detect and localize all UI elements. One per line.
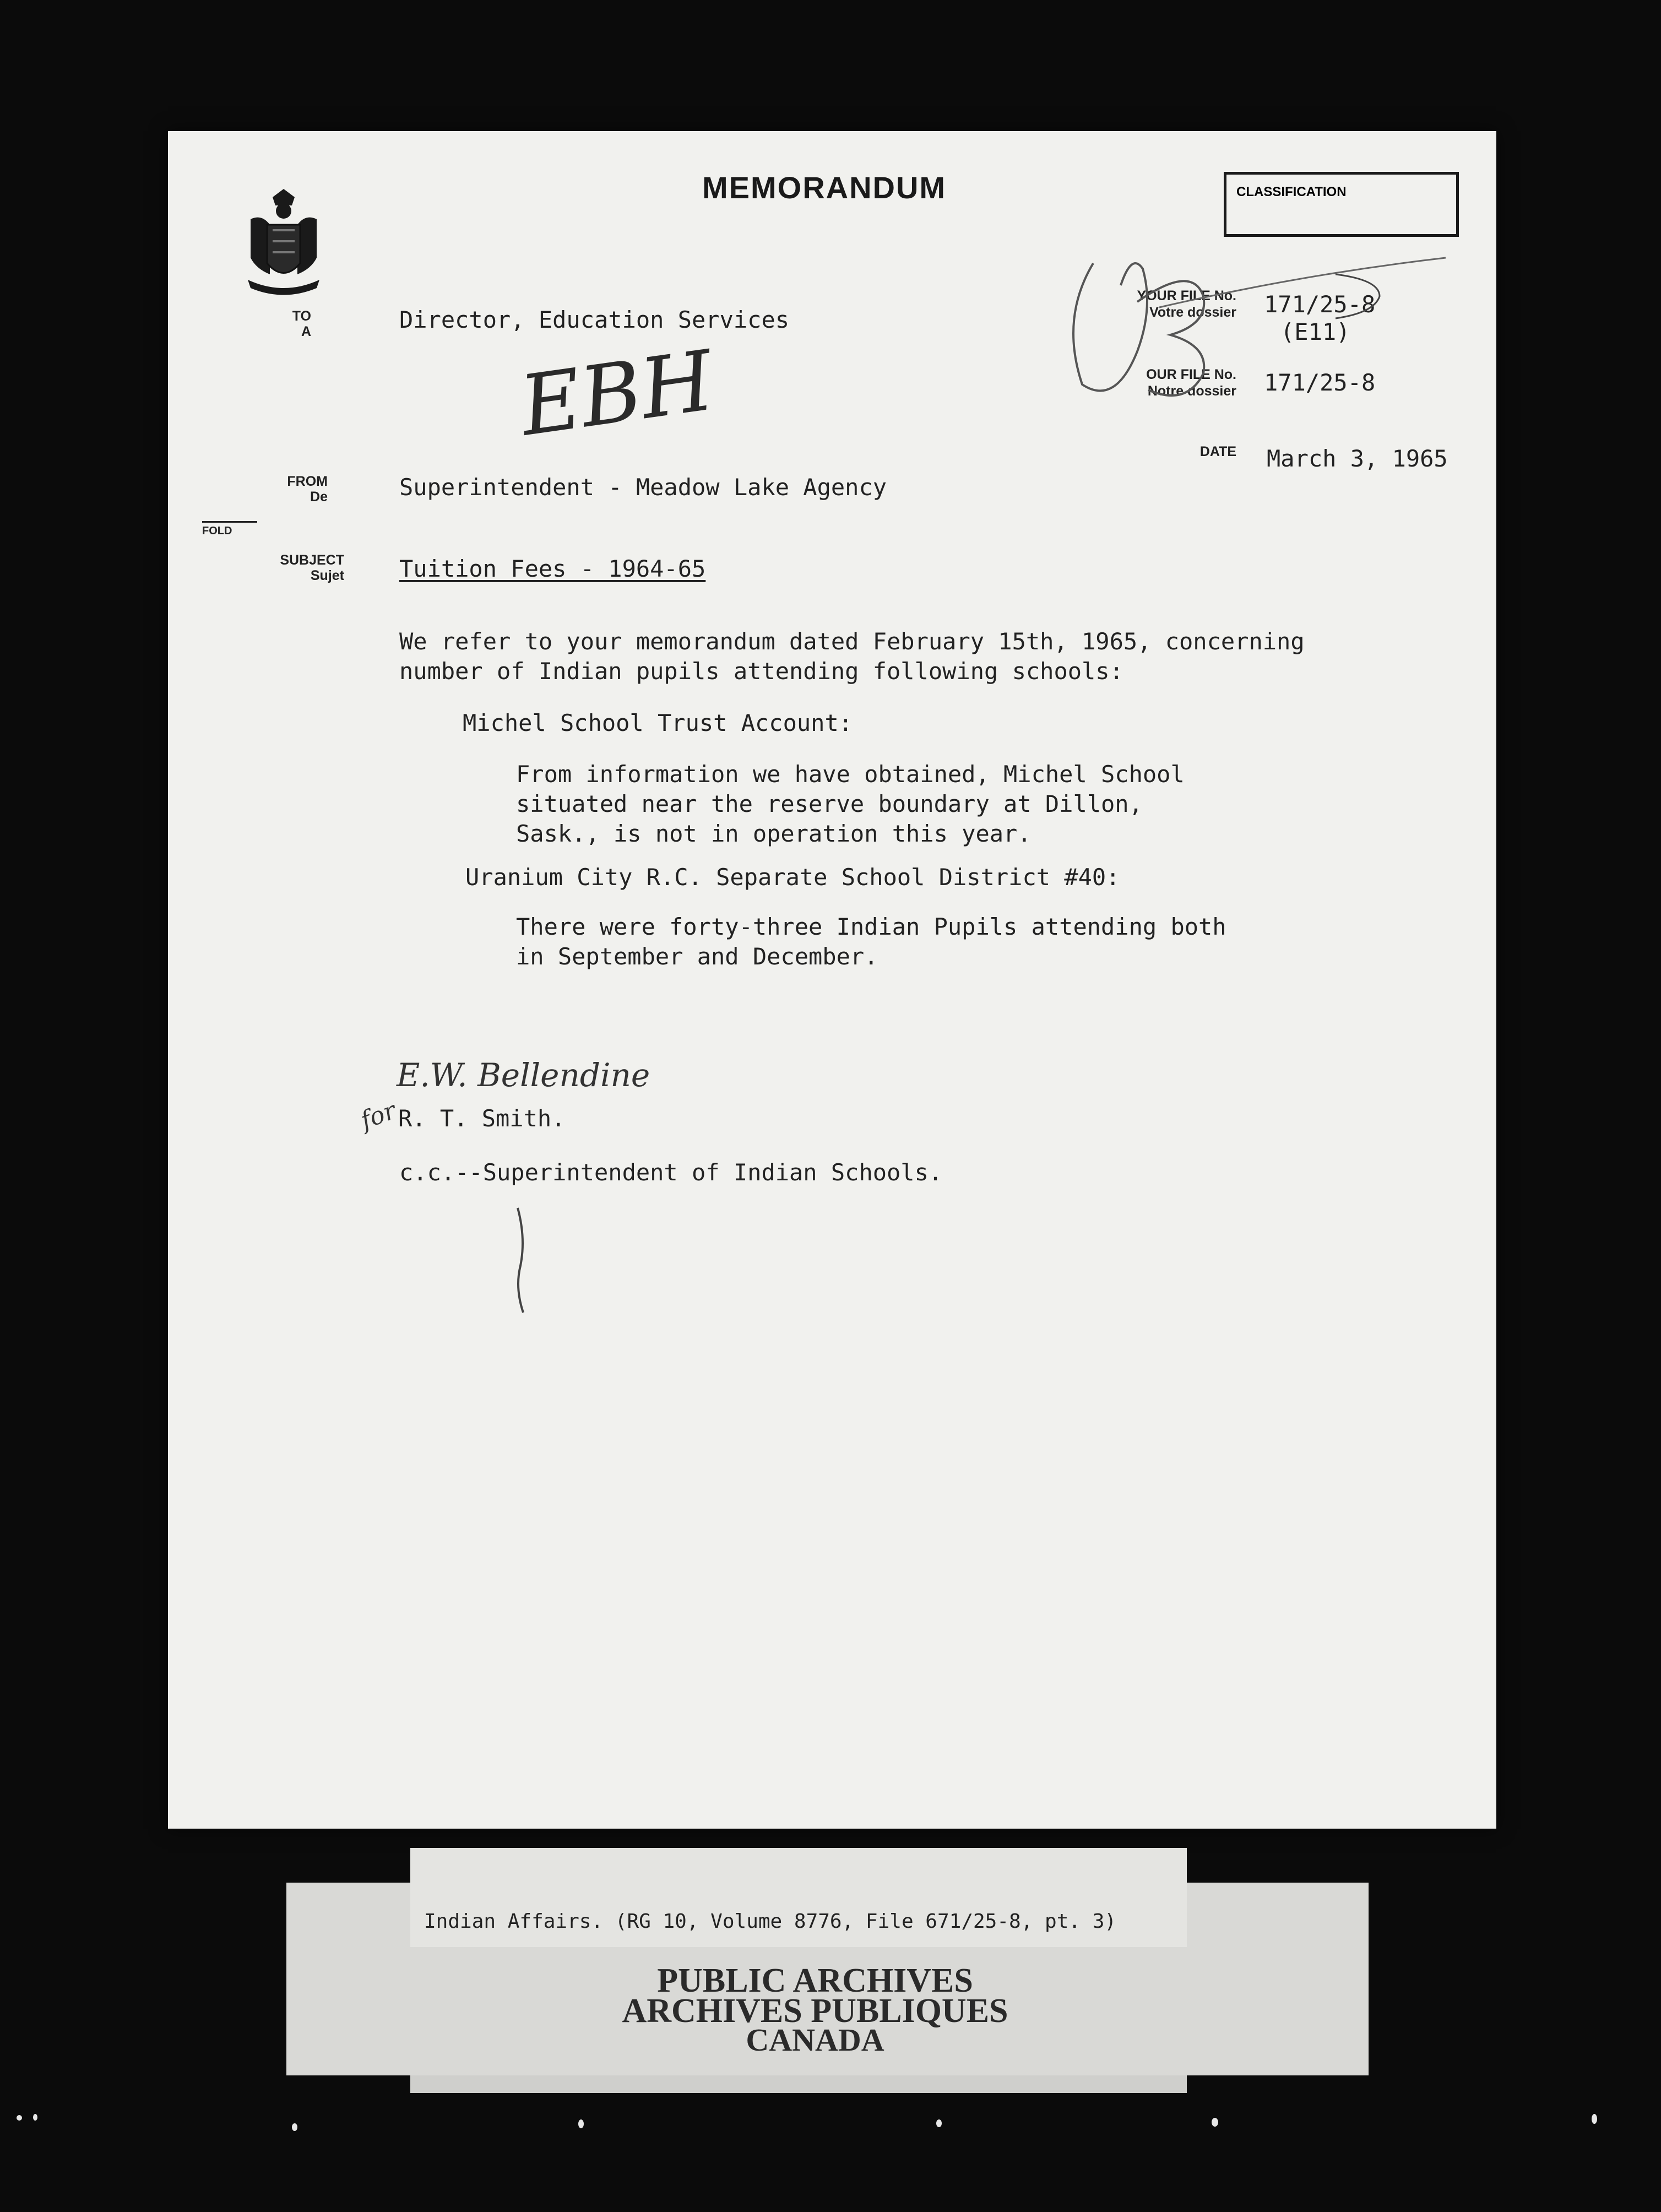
to-value: Director, Education Services <box>399 306 790 333</box>
school2-line2: in September and December. <box>516 943 878 970</box>
film-speck <box>292 2123 297 2131</box>
cc-line: c.c.--Superintendent of Indian Schools. <box>399 1159 943 1186</box>
your-file-number: 171/25-8 <box>1264 291 1376 318</box>
handwritten-initials: EBH <box>514 333 719 455</box>
your-file-label: YOUR FILE No. <box>1137 288 1236 303</box>
fold-line <box>202 521 257 523</box>
school2-line1: There were forty-three Indian Pupils attending both <box>516 913 1226 940</box>
film-speck <box>1212 2118 1218 2127</box>
coat-of-arms-icon <box>240 186 328 296</box>
school1-heading: Michel School Trust Account: <box>463 709 853 736</box>
from-value: Superintendent - Meadow Lake Agency <box>399 474 887 501</box>
archive-stamp-line3: CANADA <box>746 2022 884 2058</box>
memorandum-page <box>168 131 1496 1829</box>
date-label: DATE <box>1199 444 1236 459</box>
handwritten-scribble-icon <box>1027 241 1468 418</box>
handwritten-for: for <box>357 1096 400 1135</box>
classification-box <box>1224 172 1459 237</box>
pen-mark-icon <box>509 1205 531 1315</box>
body-intro-line2: number of Indian pupils attending following schools: <box>399 658 1123 685</box>
subject-label-fr: Sujet <box>310 568 344 583</box>
film-speck <box>936 2119 942 2127</box>
our-file-number: 171/25-8 <box>1264 369 1376 396</box>
body-intro-line1: We refer to your memorandum dated February 15th, 1965, concerning <box>399 628 1305 655</box>
archive-label-bottom <box>410 2075 1187 2093</box>
from-label: FROM <box>287 474 328 489</box>
to-label: TO <box>292 308 311 324</box>
film-speck <box>33 2114 37 2121</box>
film-speck <box>1592 2114 1597 2124</box>
our-file-label: OUR FILE No. <box>1146 367 1236 382</box>
subject-label: SUBJECT <box>280 552 344 568</box>
from-label-fr: De <box>310 489 328 505</box>
archive-stamp-line1: PUBLIC ARCHIVES <box>657 1962 973 1999</box>
signatory: R. T. Smith. <box>398 1105 566 1132</box>
school1-line2: situated near the reserve boundary at Dillon, <box>516 790 1143 817</box>
memo-date: March 3, 1965 <box>1267 445 1448 472</box>
film-speck <box>17 2115 22 2121</box>
memo-title: MEMORANDUM <box>702 170 947 205</box>
classification-label: CLASSIFICATION <box>1236 185 1347 199</box>
handwritten-signature: E.W. Bellendine <box>397 1056 650 1094</box>
school2-heading: Uranium City R.C. Separate School District #40: <box>465 864 1120 891</box>
to-label-fr: A <box>301 324 311 339</box>
school1-line1: From information we have obtained, Michel School <box>516 761 1185 788</box>
your-file-note: (E11) <box>1280 318 1350 345</box>
archive-reference: Indian Affairs. (RG 10, Volume 8776, File 671/25-8, pt. 3) <box>424 1910 1117 1933</box>
school1-line3: Sask., is not in operation this year. <box>516 820 1032 847</box>
subject-value: Tuition Fees - 1964-65 <box>399 555 706 582</box>
your-file-label-fr: Votre dossier <box>1149 305 1236 320</box>
our-file-label-fr: Notre dossier <box>1147 383 1236 399</box>
fold-label: FOLD <box>202 525 232 537</box>
film-speck <box>578 2119 584 2128</box>
archive-stamp-line2: ARCHIVES PUBLIQUES <box>622 1992 1008 2030</box>
